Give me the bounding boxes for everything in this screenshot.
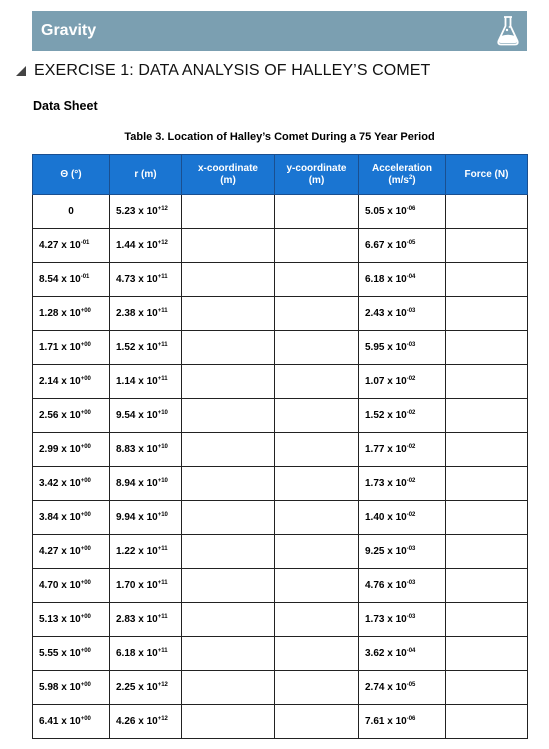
cell-force[interactable] bbox=[446, 705, 528, 739]
cell-acceleration: 9.25 x $10^{-03}$ bbox=[359, 535, 446, 569]
cell-theta: 4.27 x $10^{+00}$ bbox=[33, 535, 110, 569]
cell-acceleration: 4.76 x $10^{-03}$ bbox=[359, 569, 446, 603]
cell-force[interactable] bbox=[446, 263, 528, 297]
table-row bbox=[33, 229, 528, 263]
cell-force[interactable] bbox=[446, 331, 528, 365]
cell-x-coordinate[interactable] bbox=[182, 637, 275, 671]
cell-r: 1.22 x $10^{+11}$ bbox=[110, 535, 182, 569]
cell-theta: 5.55 x $10^{+00}$ bbox=[33, 637, 110, 671]
cell-y-coordinate[interactable] bbox=[275, 399, 359, 433]
cell-r: 2.25 x $10^{+12}$ bbox=[110, 671, 182, 705]
cell-force[interactable] bbox=[446, 603, 528, 637]
cell-r: 9.54 x $10^{+10}$ bbox=[110, 399, 182, 433]
cell-acceleration: 2.43 x $10^{-03}$ bbox=[359, 297, 446, 331]
cell-y-coordinate[interactable] bbox=[275, 501, 359, 535]
column-header-x: x-coordinate (m) bbox=[182, 155, 275, 195]
cell-x-coordinate[interactable] bbox=[182, 671, 275, 705]
flask-icon bbox=[495, 15, 521, 47]
cell-x-coordinate[interactable] bbox=[182, 195, 275, 229]
cell-x-coordinate[interactable] bbox=[182, 331, 275, 365]
table-row bbox=[33, 467, 528, 501]
data-table bbox=[32, 154, 528, 739]
cell-y-coordinate[interactable] bbox=[275, 297, 359, 331]
cell-y-coordinate[interactable] bbox=[275, 671, 359, 705]
cell-acceleration: 5.95 x $10^{-03}$ bbox=[359, 331, 446, 365]
cell-force[interactable] bbox=[446, 671, 528, 705]
cell-force[interactable] bbox=[446, 535, 528, 569]
cell-force[interactable] bbox=[446, 365, 528, 399]
cell-r: 4.26 x $10^{+12}$ bbox=[110, 705, 182, 739]
table-caption: Table 3. Location of Halley’s Comet During a 75 Year Period bbox=[124, 131, 435, 143]
cell-force[interactable] bbox=[446, 637, 528, 671]
cell-x-coordinate[interactable] bbox=[182, 467, 275, 501]
cell-x-coordinate[interactable] bbox=[182, 263, 275, 297]
cell-theta: 5.13 x $10^{+00}$ bbox=[33, 603, 110, 637]
cell-r: 1.44 x $10^{+12}$ bbox=[110, 229, 182, 263]
cell-force[interactable] bbox=[446, 399, 528, 433]
column-header-r: r (m) bbox=[110, 155, 182, 195]
cell-theta: 8.54 x $10^{-01}$ bbox=[33, 263, 110, 297]
cell-theta: 2.56 x $10^{+00}$ bbox=[33, 399, 110, 433]
cell-y-coordinate[interactable] bbox=[275, 365, 359, 399]
table-row bbox=[33, 671, 528, 705]
cell-r: 1.70 x $10^{+11}$ bbox=[110, 569, 182, 603]
cell-acceleration: 3.62 x $10^{-04}$ bbox=[359, 637, 446, 671]
cell-force[interactable] bbox=[446, 467, 528, 501]
table-row bbox=[33, 501, 528, 535]
cell-theta: 2.99 x $10^{+00}$ bbox=[33, 433, 110, 467]
cell-theta: 1.71 x $10^{+00}$ bbox=[33, 331, 110, 365]
cell-theta: 3.84 x $10^{+00}$ bbox=[33, 501, 110, 535]
column-header-theta: Θ (°) bbox=[33, 155, 110, 195]
cell-x-coordinate[interactable] bbox=[182, 433, 275, 467]
column-header-force: Force (N) bbox=[446, 155, 528, 195]
cell-theta: 5.98 x $10^{+00}$ bbox=[33, 671, 110, 705]
cell-r: 4.73 x $10^{+11}$ bbox=[110, 263, 182, 297]
cell-force[interactable] bbox=[446, 501, 528, 535]
cell-acceleration: 1.77 x $10^{-02}$ bbox=[359, 433, 446, 467]
cell-theta: 0 bbox=[33, 195, 110, 229]
cell-acceleration: 6.67 x $10^{-05}$ bbox=[359, 229, 446, 263]
table-row bbox=[33, 365, 528, 399]
cell-acceleration: 1.73 x $10^{-02}$ bbox=[359, 467, 446, 501]
column-header-y: y-coordinate (m) bbox=[275, 155, 359, 195]
cell-force[interactable] bbox=[446, 195, 528, 229]
exercise-title: EXERCISE 1: DATA ANALYSIS OF HALLEY’S COMET bbox=[34, 62, 431, 79]
cell-force[interactable] bbox=[446, 229, 528, 263]
cell-x-coordinate[interactable] bbox=[182, 569, 275, 603]
cell-r: 8.94 x $10^{+10}$ bbox=[110, 467, 182, 501]
cell-r: 2.38 x $10^{+11}$ bbox=[110, 297, 182, 331]
cell-y-coordinate[interactable] bbox=[275, 535, 359, 569]
table-row bbox=[33, 297, 528, 331]
cell-x-coordinate[interactable] bbox=[182, 501, 275, 535]
table-row bbox=[33, 195, 528, 229]
cell-x-coordinate[interactable] bbox=[182, 365, 275, 399]
cell-y-coordinate[interactable] bbox=[275, 433, 359, 467]
table-row bbox=[33, 331, 528, 365]
exercise-heading[interactable] bbox=[16, 62, 430, 80]
cell-theta: 6.41 x $10^{+00}$ bbox=[33, 705, 110, 739]
table-header-row bbox=[33, 155, 528, 195]
cell-theta: 4.27 x $10^{-01}$ bbox=[33, 229, 110, 263]
table-row bbox=[33, 637, 528, 671]
cell-y-coordinate[interactable] bbox=[275, 569, 359, 603]
cell-y-coordinate[interactable] bbox=[275, 195, 359, 229]
cell-r: 9.94 x $10^{+10}$ bbox=[110, 501, 182, 535]
cell-theta: 4.70 x $10^{+00}$ bbox=[33, 569, 110, 603]
table-row bbox=[33, 263, 528, 297]
section-title: Data Sheet bbox=[33, 99, 98, 113]
cell-y-coordinate[interactable] bbox=[275, 637, 359, 671]
cell-acceleration: 1.73 x $10^{-03}$ bbox=[359, 603, 446, 637]
cell-theta: 2.14 x $10^{+00}$ bbox=[33, 365, 110, 399]
cell-x-coordinate[interactable] bbox=[182, 603, 275, 637]
cell-x-coordinate[interactable] bbox=[182, 399, 275, 433]
cell-acceleration: 1.52 x $10^{-02}$ bbox=[359, 399, 446, 433]
cell-theta: 1.28 x $10^{+00}$ bbox=[33, 297, 110, 331]
cell-y-coordinate[interactable] bbox=[275, 263, 359, 297]
cell-theta: 3.42 x $10^{+00}$ bbox=[33, 467, 110, 501]
cell-y-coordinate[interactable] bbox=[275, 603, 359, 637]
cell-acceleration: 7.61 x $10^{-06}$ bbox=[359, 705, 446, 739]
cell-y-coordinate[interactable] bbox=[275, 331, 359, 365]
cell-acceleration: 2.74 x $10^{-05}$ bbox=[359, 671, 446, 705]
cell-r: 1.14 x $10^{+11}$ bbox=[110, 365, 182, 399]
cell-y-coordinate[interactable] bbox=[275, 467, 359, 501]
page-title: Gravity bbox=[41, 22, 97, 39]
cell-r: 6.18 x $10^{+11}$ bbox=[110, 637, 182, 671]
cell-force[interactable] bbox=[446, 297, 528, 331]
cell-acceleration: 1.40 x $10^{-02}$ bbox=[359, 501, 446, 535]
cell-x-coordinate[interactable] bbox=[182, 229, 275, 263]
cell-r: 2.83 x $10^{+11}$ bbox=[110, 603, 182, 637]
cell-r: 8.83 x $10^{+10}$ bbox=[110, 433, 182, 467]
table-row bbox=[33, 399, 528, 433]
header-banner bbox=[32, 11, 527, 51]
cell-acceleration: 5.05 x $10^{-06}$ bbox=[359, 195, 446, 229]
table-row bbox=[33, 433, 528, 467]
cell-r: 1.52 x $10^{+11}$ bbox=[110, 331, 182, 365]
cell-acceleration: 1.07 x $10^{-02}$ bbox=[359, 365, 446, 399]
cell-force[interactable] bbox=[446, 569, 528, 603]
column-header-acceleration: Acceleration $(m/s^2)$ bbox=[359, 155, 446, 195]
cell-force[interactable] bbox=[446, 433, 528, 467]
table-row bbox=[33, 603, 528, 637]
cell-acceleration: 6.18 x $10^{-04}$ bbox=[359, 263, 446, 297]
collapse-triangle-icon[interactable] bbox=[16, 66, 26, 76]
cell-x-coordinate[interactable] bbox=[182, 535, 275, 569]
cell-r: 5.23 x $10^{+12}$ bbox=[110, 195, 182, 229]
table-row bbox=[33, 535, 528, 569]
cell-x-coordinate[interactable] bbox=[182, 297, 275, 331]
cell-x-coordinate[interactable] bbox=[182, 705, 275, 739]
cell-y-coordinate[interactable] bbox=[275, 705, 359, 739]
cell-y-coordinate[interactable] bbox=[275, 229, 359, 263]
table-row bbox=[33, 569, 528, 603]
table-row bbox=[33, 705, 528, 739]
